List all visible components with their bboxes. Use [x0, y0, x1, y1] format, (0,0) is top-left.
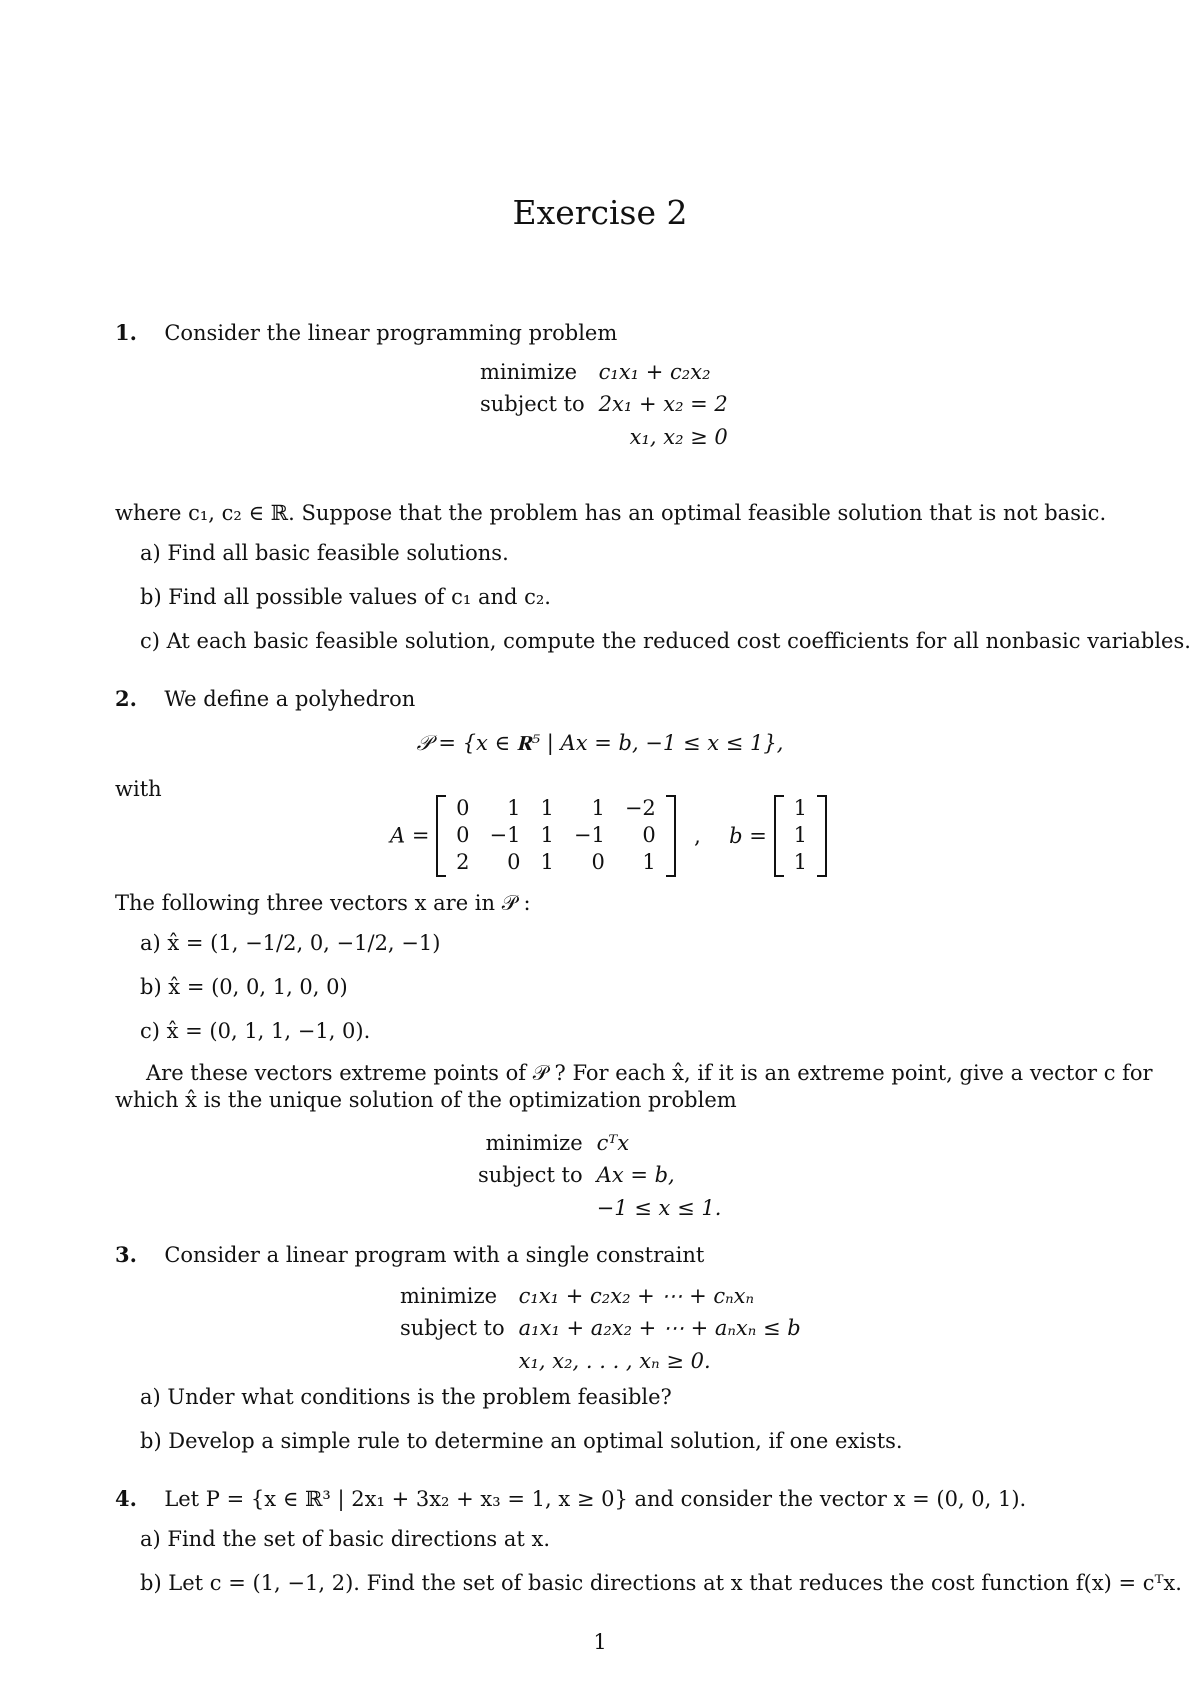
lp-label	[400, 1345, 519, 1377]
question-1-after: where c₁, c₂ ∈ ℝ. Suppose that the problem has an optimal feasible solution that is not basic.	[115, 501, 1107, 525]
matrix-cell: 0	[642, 823, 656, 848]
vector-b	[774, 795, 827, 877]
question-2-number: 2.	[115, 686, 137, 711]
question-4-intro: Let P = {x ∈ ℝ³ | 2x₁ + 3x₂ + x₃ = 1, x ≥ 0} and consider the vector x = (0, 0, 1).	[164, 1487, 1027, 1511]
question-1-item-b: b) Find all possible values of c₁ and c₂.	[140, 585, 551, 609]
lp-expr: Ax = b,	[596, 1163, 675, 1188]
question-1-header	[115, 320, 617, 346]
lp-label	[480, 421, 599, 453]
lp-label: minimize	[480, 360, 577, 384]
vector-cell: 1	[793, 850, 807, 875]
question-1-lp	[480, 356, 742, 453]
question-1-intro: Consider the linear programming problem	[164, 321, 618, 345]
matrix-cell: 1	[540, 823, 554, 848]
question-4-item-b: b) Let c = (1, −1, 2). Find the set of basic directions at x that reduces the cost function f(x) = cᵀx.	[140, 1571, 1182, 1595]
lp-expr: c₁x₁ + c₂x₂	[598, 360, 711, 384]
lp-label: subject to	[400, 1316, 505, 1341]
question-3-number: 3.	[115, 1242, 137, 1267]
lp-expr: x₁, x₂, . . . , xₙ ≥ 0.	[518, 1348, 711, 1373]
lp-label: subject to	[480, 392, 585, 417]
page-title: Exercise 2	[512, 193, 688, 232]
question-2-lp	[478, 1127, 735, 1224]
matrix-cell: 1	[591, 796, 605, 820]
question-1-item-a: a) Find all basic feasible solutions.	[140, 541, 509, 565]
matrix-equation	[390, 795, 827, 877]
matrix-cell: −1	[489, 823, 521, 848]
question-2-item-c: c) x̂ = (0, 1, 1, −1, 0).	[140, 1019, 371, 1043]
question-4-number: 4.	[115, 1486, 137, 1511]
vector-cell: 1	[793, 796, 807, 820]
vectors-intro: The following three vectors x are in 𝒫 :	[115, 891, 531, 915]
question-2-item-b: b) x̂ = (0, 0, 1, 0, 0)	[140, 975, 348, 999]
lp-label	[478, 1192, 597, 1224]
page-number: 1	[593, 1630, 607, 1654]
matrix-cell: 0	[507, 850, 521, 875]
matrix-cell: 0	[456, 796, 470, 820]
matrix-cell: 0	[456, 823, 470, 848]
question-2-text-line2: which x̂ is the unique solution of the optimization problem	[115, 1088, 737, 1112]
matrix-A	[436, 795, 676, 877]
question-3-item-a: a) Under what conditions is the problem feasible?	[140, 1385, 672, 1409]
question-3-header	[115, 1242, 704, 1268]
question-3-item-b: b) Develop a simple rule to determine an optimal solution, if one exists.	[140, 1429, 903, 1453]
lp-label: minimize	[400, 1284, 497, 1308]
question-4-header	[115, 1486, 1026, 1512]
lp-expr: a₁x₁ + a₂x₂ + ⋯ + aₙxₙ ≤ b	[518, 1316, 801, 1341]
vector-b-label: b =	[729, 823, 767, 848]
matrix-cell: −1	[573, 823, 605, 848]
vector-cell: 1	[793, 823, 807, 848]
matrix-cell: 1	[507, 796, 521, 820]
matrix-cell: −2	[624, 796, 656, 820]
question-2-intro: We define a polyhedron	[164, 687, 416, 711]
with-label: with	[115, 777, 162, 801]
question-3-lp	[400, 1280, 815, 1377]
question-2-item-a: a) x̂ = (1, −1/2, 0, −1/2, −1)	[140, 931, 441, 955]
lp-label: minimize	[485, 1131, 583, 1155]
question-4-item-a: a) Find the set of basic directions at x.	[140, 1527, 551, 1551]
lp-label: subject to	[478, 1163, 583, 1188]
question-3-intro: Consider a linear program with a single constraint	[164, 1243, 705, 1267]
polyhedron-definition: 𝒫 = {x ∈ 𝐑⁵ | Ax = b, −1 ≤ x ≤ 1},	[416, 731, 784, 755]
matrix-separator: ,	[694, 823, 701, 848]
matrix-cell: 1	[540, 796, 554, 820]
lp-expr: x₁, x₂ ≥ 0	[629, 424, 728, 449]
question-2-header	[115, 686, 415, 712]
lp-expr: 2x₁ + x₂ = 2	[598, 392, 728, 417]
matrix-cell: 0	[591, 850, 605, 875]
question-1-item-c: c) At each basic feasible solution, compute the reduced cost coefficients for all nonbasic variables.	[140, 629, 1191, 653]
matrix-cell: 1	[540, 850, 554, 875]
matrix-cell: 1	[642, 850, 656, 875]
lp-expr: cᵀx	[596, 1131, 630, 1155]
lp-expr: −1 ≤ x ≤ 1.	[596, 1195, 722, 1220]
question-2-text-line1: Are these vectors extreme points of 𝒫 ? For each x̂, if it is an extreme point, give a vector c for	[146, 1061, 1153, 1085]
question-1-number: 1.	[115, 320, 137, 345]
matrix-cell: 2	[456, 850, 470, 875]
matrix-A-label: A =	[390, 823, 430, 848]
lp-expr: c₁x₁ + c₂x₂ + ⋯ + cₙxₙ	[518, 1284, 755, 1308]
